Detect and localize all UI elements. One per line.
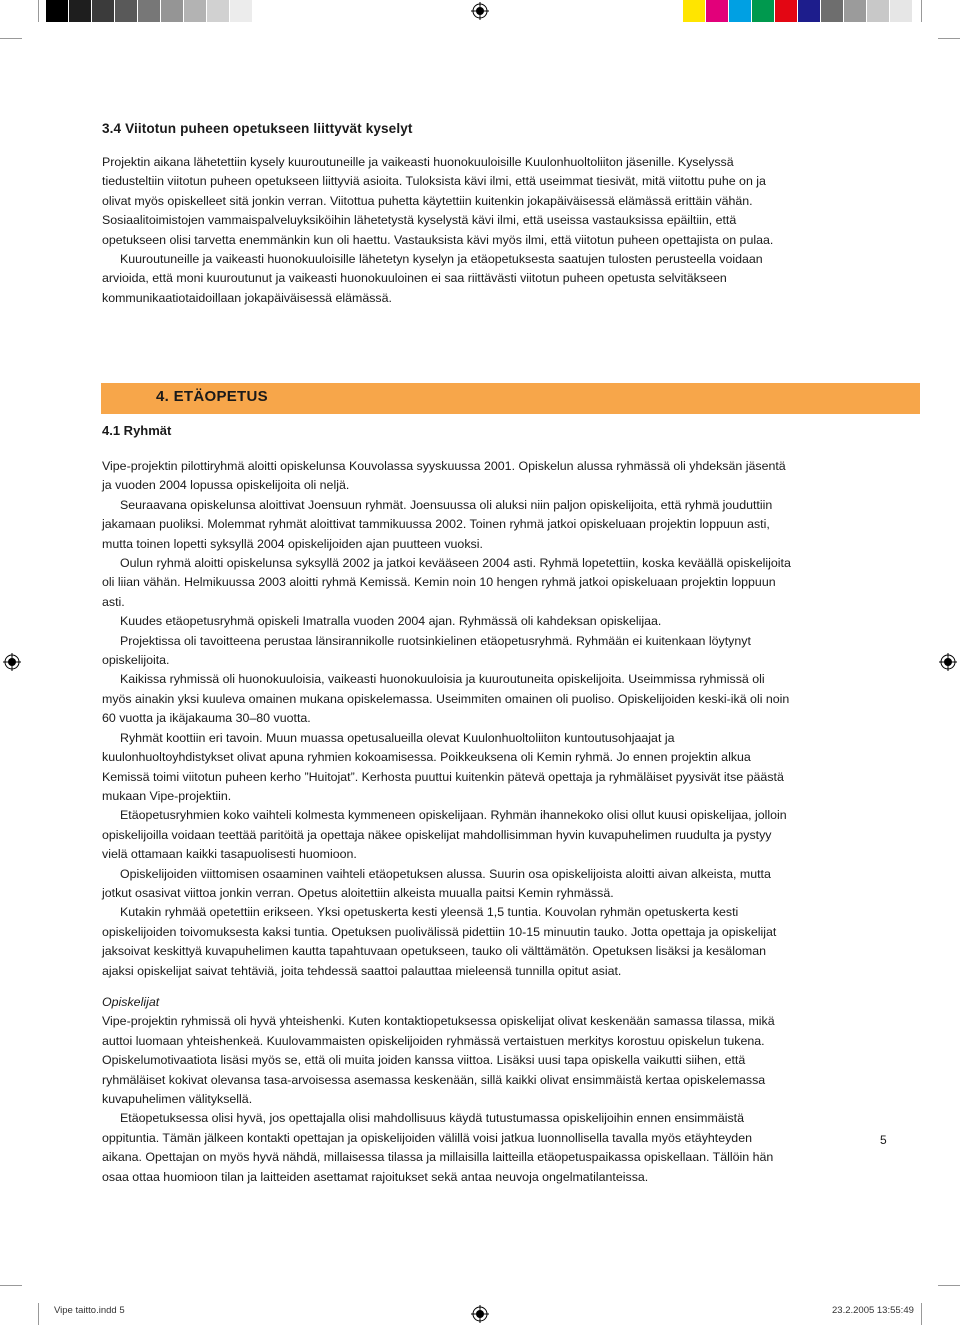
gray-swatch <box>184 0 207 22</box>
color-swatch <box>867 0 890 22</box>
crop-mark <box>0 38 22 39</box>
gray-swatch <box>46 0 69 22</box>
registration-mark-icon <box>471 1305 489 1323</box>
grayscale-color-bar <box>46 0 253 22</box>
process-color-bar <box>683 0 913 22</box>
color-swatch <box>706 0 729 22</box>
crop-mark <box>938 1285 960 1286</box>
paragraph: Ryhmät koottiin eri tavoin. Muun muassa opetusalueilla olevat Kuulonhuoltoliiton kuntoutusohjaajat ja kuulonhuoltoyhdistykset olivat apuna ryhmien kokoamisessa. Poikkeuksena oli Kemin ryhmä. Jo ennen projektin alkua Kemissä toimi viitotun puheen kerho ”Huitojat”. Kerhosta puuttui kuitenkin pätevä opettaja ja ryhmäläiset pyysivät itse päästä mukaan Vipe-projektiin. <box>102 730 784 803</box>
paragraph: Projektin aikana lähetettiin kysely kuuroutuneille ja vaikeasti huonokuuloisille Kuulonhuoltoliiton jäsenille. Kyselyssä tiedusteltiin viitotun puheen opetukseen liittyviä asioita. Tuloksista kävi ilmi, että useimmat tiesivät, mitä viitottu puhe on ja olivat myös opiskelleet sitä jonkin verran. Viitottua puhetta käytettiin kuitenkin jokapäiväisessä elämässä erittäin vähän. <box>102 155 766 208</box>
crop-mark <box>0 1285 22 1286</box>
section-heading: 3.4 Viitotun puheen opetukseen liittyvät kyselyt <box>102 121 413 136</box>
paragraph: Opiskelijoiden viittomisen osaaminen vaihteli etäopetuksen alussa. Suurin osa opiskelijoista aloitti aivan alkeista, mutta jotkut osasivat viittoa jonkin verran. Opetus aloitettiin alkeista muualla paitsi Kemin ryhmässä. <box>102 866 771 900</box>
color-swatch <box>752 0 775 22</box>
color-swatch <box>729 0 752 22</box>
paragraph: Etäopetuksessa olisi hyvä, jos opettajalla olisi mahdollisuus käydä tutustumassa opiskelijoihin ennen ensimmäistä oppituntia. Tämän jälkeen kontakti opettajan ja opiskelijoiden välillä voisi jatkua luonnollisella tavalla myös etäyhteyden aikana. Opettajan on myös hyvä nähdä, millaisessa tilassa ja millaisilla laitteilla etäopetuspaikassa opiskellaan. Tällöin hän osaa ottaa huomioon tilan ja laitteiden asettamat rajoitukset sekä antaa neuvoja ongelmatilanteissa. <box>102 1111 774 1184</box>
crop-mark <box>921 0 922 22</box>
crop-mark <box>938 38 960 39</box>
gray-swatch <box>230 0 253 22</box>
gray-swatch <box>69 0 92 22</box>
paragraph: Sosiaalitoimistojen vammaispalveluyksiköihin lähetetystä kyselystä kävi ilmi, että useissa vastauksissa epäiltiin, että opetukseen olisi tarvetta enemmänkin kun oli haettu. Vastauksista kävi myös ilmi, että viitotun puheen opettajista on pulaa. <box>102 213 774 247</box>
paragraph: Seuraavana opiskelunsa aloittivat Joensuun ryhmät. Joensuussa oli aluksi niin paljon opiskelijoita, että ryhmä jouduttiin jakamaan puoliksi. Molemmat ryhmät aloittivat tammikuussa 2002. Toinen ryhmä jatkoi opiskeluaan projektin loppuun asti, mutta toinen lopetti syksyllä 2004 opiskelijoiden ajan puutteen vuoksi. <box>102 497 773 551</box>
paragraph: Oulun ryhmä aloitti opiskelunsa syksyllä 2002 ja jatkoi kevääseen 2004 asti. Ryhmä lopetettiin, koska keväällä opiskelijoita oli liian vähän. Helmikuussa 2003 aloitti ryhmä Kemissä. Kemin noin 10 hengen ryhmä jatkoi opiskeluaan projektin loppuun asti. <box>102 556 791 609</box>
registration-mark-icon <box>939 653 957 671</box>
crop-mark <box>38 1303 39 1325</box>
gray-swatch <box>207 0 230 22</box>
color-swatch <box>683 0 706 22</box>
paragraph: Vipe-projektin pilottiryhmä aloitti opiskelunsa Kouvolassa syyskuussa 2001. Opiskelun alussa ryhmässä oli yhdeksän jäsentä ja vuoden 2004 lopussa opiskelijoita oli neljä. <box>102 459 786 493</box>
section-body <box>102 153 792 308</box>
color-swatch <box>890 0 913 22</box>
gray-swatch <box>115 0 138 22</box>
slug-timestamp: 23.2.2005 13:55:49 <box>832 1305 914 1316</box>
gray-swatch <box>138 0 161 22</box>
color-swatch <box>844 0 867 22</box>
chapter-body <box>102 457 792 1187</box>
page-number: 5 <box>880 1133 887 1147</box>
subsection-heading: 4.1 Ryhmät <box>102 423 172 438</box>
color-swatch <box>821 0 844 22</box>
paragraph: Kutakin ryhmää opetettiin erikseen. Yksi opetuskerta kesti yleensä 1,5 tuntia. Kouvolan ryhmän opetuskerta kesti opiskelijoiden toivomuksesta kaksi tuntia. Opetuksen puolivälissä pidettiin 10-15 minuutin tauko. Jotta opettaja ja opiskelijat jaksoivat keskittyä kuvapuhelimen kautta tapahtuvaan opetukseen, tauko oli välttämätön. Opetuksen lisäksi ja kesäloman ajaksi opiskelijat saivat tehtäviä, joita tehdessä saattoi palauttaa mieleensä tunnilla opitut asiat. <box>102 905 777 978</box>
paragraph: Etäopetusryhmien koko vaihteli kolmesta kymmeneen opiskelijaan. Ryhmän ihannekoko olisi ollut kuusi opiskelijaa, jolloin opiskelijoilla voidaan teettää paritöitä ja opettaja näkee opiskelijat mahdollisimman hyvin kuvapuhelimen ruudulta ja pystyy vielä ottamaan kaikki tasapuolisesti huomioon. <box>102 808 787 862</box>
paragraph: Kaikissa ryhmissä oli huonokuuloisia, vaikeasti huonokuuloisia ja kuuroutuneita opiskelijoita. Useimmissa ryhmissä oli myös ainakin yksi kuuleva omainen mukana opiskelemassa. Useimmiten omainen oli puoliso. Opiskelijoiden keski-ikä oli noin 60 vuotta ja ikäjakauma 30–80 vuotta. <box>102 672 790 726</box>
color-swatch <box>775 0 798 22</box>
chapter-title: 4. ETÄOPETUS <box>156 388 268 405</box>
gray-swatch <box>92 0 115 22</box>
registration-mark-icon <box>471 2 489 20</box>
paragraph: Kuudes etäopetusryhmä opiskeli Imatralla vuoden 2004 ajan. Ryhmässä oli kahdeksan opiskelijaa. <box>120 614 662 629</box>
crop-mark <box>921 1303 922 1325</box>
paragraph: Kuuroutuneille ja vaikeasti huonokuuloisille lähetetyn kyselyn ja etäopetuksesta saatujen tulosten perusteella voidaan arvioida, että moni kuuroutunut ja vaikeasti huonokuuloinen ei saa riittävästi viitotun puheen opetusta selvitäkseen kommunikaatiotaidoillaan jokapäiväisessä elämässä. <box>102 252 763 305</box>
students-heading: Opiskelijat <box>102 994 160 1009</box>
color-swatch <box>798 0 821 22</box>
registration-mark-icon <box>3 653 21 671</box>
crop-mark <box>38 0 39 22</box>
paragraph: Projektissa oli tavoitteena perustaa länsirannikolle ruotsinkielinen etäopetusryhmä. Ryhmään ei kuitenkaan löytynyt opiskelijoita. <box>102 633 751 668</box>
slug-filename: Vipe taitto.indd 5 <box>54 1305 125 1316</box>
paragraph: Vipe-projektin ryhmissä oli hyvä yhteishenki. Kuten kontaktiopetuksessa opiskelijat olivat keskenään samassa tilassa, mikä auttoi luomaan yhteishenkeä. Kuulovammaisten opiskelijoiden ryhmässä vertaistuen merkitys korostuu opiskelun tukena. Opiskelumotivaatiota lisäsi myös se, että oli muita joiden kanssa viittoa. Lisäksi uusi tapa opiskella vaikutti siihen, että ryhmäläiset kokivat olevansa tasa-arvoisessa asemassa keskenään, sillä kaikki olivat ensimmäistä kertaa opiskelemassa kuvapuhelimen välityksellä. <box>102 1014 775 1106</box>
gray-swatch <box>161 0 184 22</box>
